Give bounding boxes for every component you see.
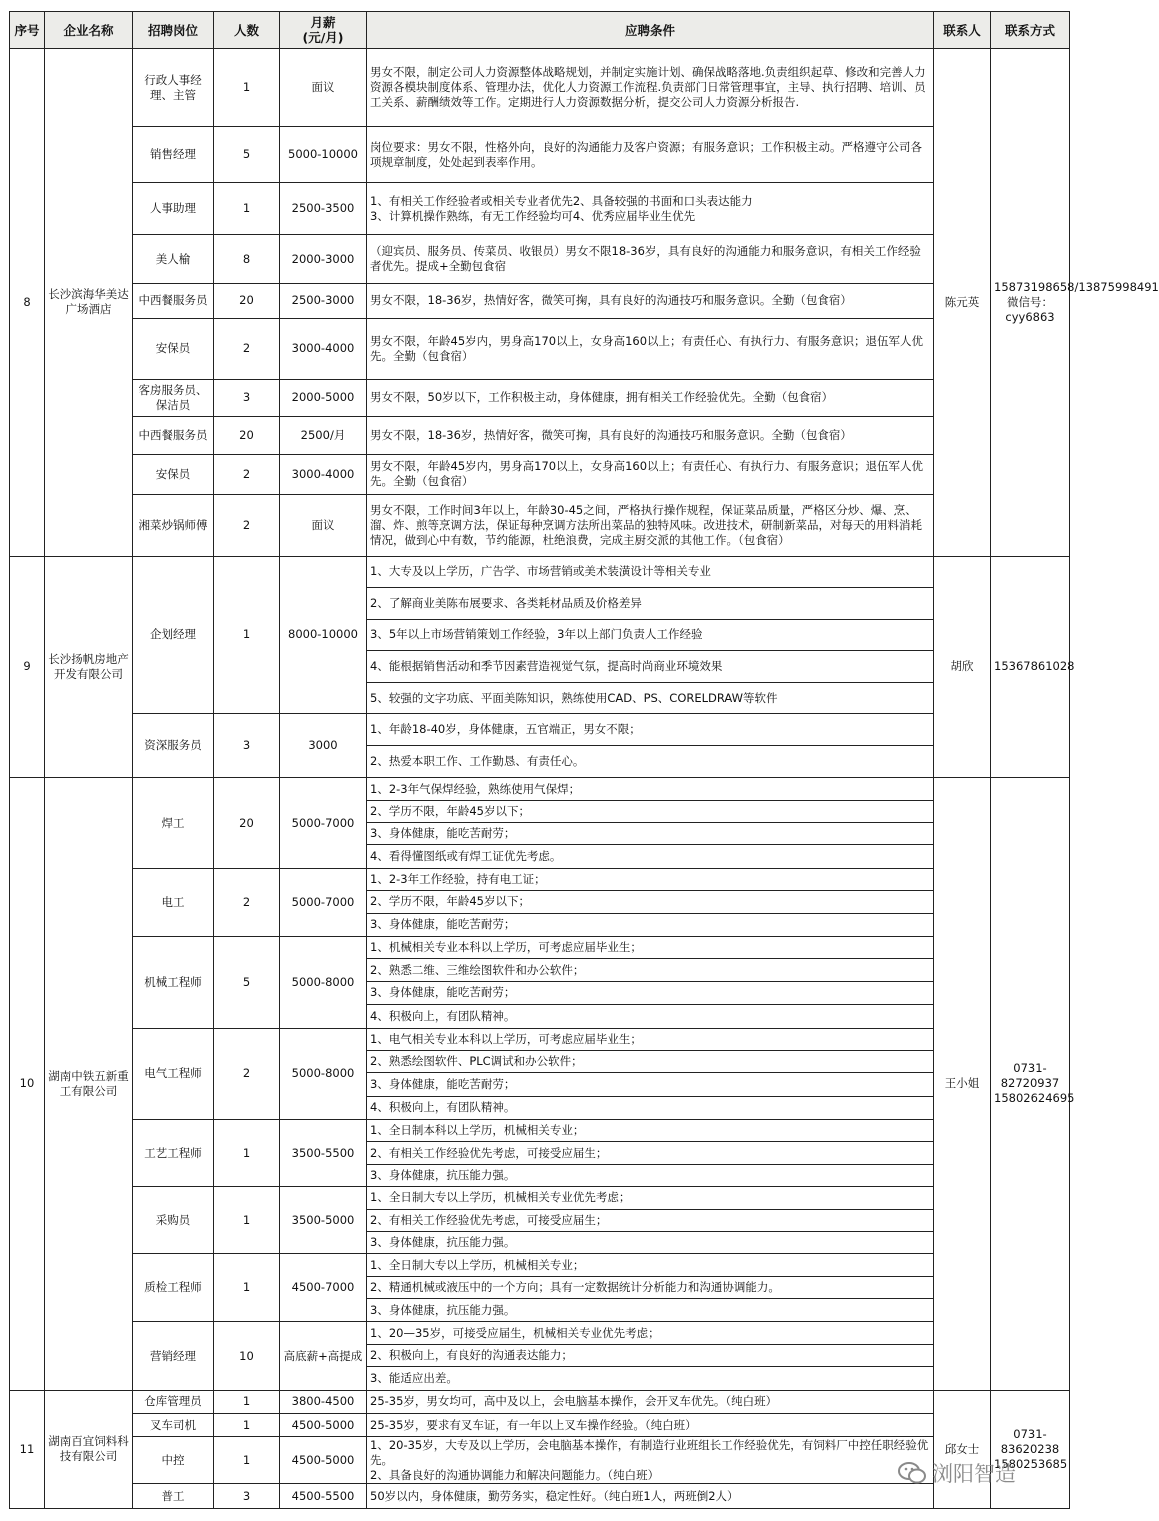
job-salary: 3800-4500 (280, 1390, 367, 1413)
job-requirement: 男女不限，年龄45岁内，男身高170以上，女身高160以上；有责任心、有执行力、有服务意识；退伍军人优先。全勤（包食宿） (367, 454, 934, 494)
job-requirement: 1、20-35岁，大专及以上学历，会电脑基本操作，有制造行业班组长工作经验优先，有饲料厂中控任职经验优先。 2、具备良好的沟通协调能力和解决问题能力。（纯白班） (367, 1437, 934, 1484)
job-position: 采购员 (133, 1187, 214, 1254)
header-position: 招聘岗位 (133, 12, 214, 49)
job-requirement: 男女不限，工作时间3年以上，年龄30-45之间，严格执行操作规程，保证菜品质量，严格区分炒、爆、烹、溜、炸、煎等烹调方法，保证每种烹调方法所出菜品的独特风味。改进技术，研制新菜品，对每天的用料消耗情况，做到心中有数，节约能源，杜绝浪费，完成主厨交派的其他工作。（包食宿） (367, 494, 934, 556)
contact-phone: 15367861028 (991, 556, 1070, 778)
job-requirement: 3、身体健康，能吃苦耐劳； (367, 1073, 934, 1096)
job-requirement: 1、全日制大专以上学历，机械相关专业； (367, 1254, 934, 1276)
job-requirement: 男女不限，年龄45岁内，男身高170以上，女身高160以上；有责任心、有执行力、有服务意识；退伍军人优先。全勤（包食宿） (367, 318, 934, 379)
company-name: 长沙扬帆房地产开发有限公司 (45, 556, 133, 778)
job-position: 人事助理 (133, 183, 214, 235)
table-row (10, 1484, 1070, 1509)
job-count: 1 (214, 1413, 280, 1436)
job-requirement: 1、全日制本科以上学历，机械相关专业； (367, 1120, 934, 1142)
job-count: 1 (214, 1254, 280, 1322)
table-row (10, 183, 1070, 235)
job-position: 安保员 (133, 454, 214, 494)
job-requirement: 2、学历不限，年龄45岁以下； (367, 800, 934, 822)
job-count: 10 (214, 1322, 280, 1390)
job-salary: 面议 (280, 494, 367, 556)
company-seq: 9 (10, 556, 45, 778)
header-count: 人数 (214, 12, 280, 49)
table-row (10, 49, 1070, 127)
job-requirement: 2、了解商业美陈布展要求、各类耗材品质及价格差异 (367, 588, 934, 620)
job-requirement: 男女不限，50岁以下，工作积极主动，身体健康，拥有相关工作经验优先。全勤（包食宿） (367, 379, 934, 417)
table-row (10, 1254, 1070, 1276)
table-row (10, 417, 1070, 455)
job-requirement: 4、能根据销售活动和季节因素营造视觉气氛，提高时尚商业环境效果 (367, 651, 934, 683)
job-requirement: 1、电气相关专业本科以上学历，可考虑应届毕业生； (367, 1028, 934, 1050)
job-count: 20 (214, 417, 280, 455)
job-position: 中西餐服务员 (133, 417, 214, 455)
job-salary: 高底薪+高提成 (280, 1322, 367, 1390)
job-count: 3 (214, 714, 280, 778)
job-requirement: 1、2-3年工作经验，持有电工证； (367, 868, 934, 890)
job-requirement: 3、身体健康，能吃苦耐劳； (367, 913, 934, 936)
job-requirement: 3、身体健康，抗压能力强。 (367, 1299, 934, 1322)
job-position: 工艺工程师 (133, 1120, 214, 1187)
job-requirement: （迎宾员、服务员、传菜员、收银员）男女不限18-36岁，具有良好的沟通能力和服务意识，有相关工作经验者优先。提成+全勤包食宿 (367, 235, 934, 284)
job-requirement: 3、5年以上市场营销策划工作经验，3年以上部门负责人工作经验 (367, 619, 934, 651)
job-requirement: 25-35岁，男女均可，高中及以上，会电脑基本操作，会开叉车优先。（纯白班） (367, 1390, 934, 1413)
table-row (10, 556, 1070, 588)
job-requirement: 3、身体健康，抗压能力强。 (367, 1164, 934, 1186)
job-salary: 2000-5000 (280, 379, 367, 417)
job-salary: 3500-5000 (280, 1187, 367, 1254)
job-requirement: 1、年龄18-40岁，身体健康，五官端正，男女不限； (367, 714, 934, 746)
table-row (10, 868, 1070, 890)
header-contact-person: 联系人 (934, 12, 991, 49)
job-count: 20 (214, 778, 280, 869)
job-requirement: 2、热爱本职工作、工作勤恳、有责任心。 (367, 745, 934, 778)
company-seq: 8 (10, 49, 45, 557)
job-salary: 2500-3500 (280, 183, 367, 235)
job-requirement: 男女不限，制定公司人力资源整体战略规划，并制定实施计划、确保战略落地.负责组织起草、修改和完善人力资源各模块制度体系、管理办法，优化人力资源工作流程.负责部门日常管理事宜，主导、执行招聘、培训、员工关系、薪酬绩效等工作。定期进行人力资源数据分析，提交公司人力资源分析报告. (367, 49, 934, 127)
job-salary: 5000-10000 (280, 127, 367, 183)
header-seq: 序号 (10, 12, 45, 49)
table-row (10, 1028, 1070, 1050)
job-count: 2 (214, 318, 280, 379)
job-count: 1 (214, 1187, 280, 1254)
table-row (10, 1437, 1070, 1484)
job-requirement: 1、机械相关专业本科以上学历，可考虑应届毕业生； (367, 937, 934, 959)
job-salary: 2000-3000 (280, 235, 367, 284)
job-position: 企划经理 (133, 556, 214, 714)
job-requirement: 4、积极向上，有团队精神。 (367, 1096, 934, 1119)
table-row (10, 1390, 1070, 1413)
job-count: 5 (214, 937, 280, 1029)
job-count: 2 (214, 494, 280, 556)
job-position: 机械工程师 (133, 937, 214, 1029)
table-row (10, 1120, 1070, 1142)
job-count: 3 (214, 379, 280, 417)
contact-person: 邱女士 (934, 1390, 991, 1508)
job-count: 1 (214, 1390, 280, 1413)
job-requirement: 2、积极向上，有良好的沟通表达能力； (367, 1344, 934, 1366)
job-count: 2 (214, 1028, 280, 1120)
job-position: 中西餐服务员 (133, 283, 214, 318)
company-name: 长沙滨海华美达广场酒店 (45, 49, 133, 557)
contact-person: 王小姐 (934, 778, 991, 1390)
job-position: 焊工 (133, 778, 214, 869)
job-count: 1 (214, 49, 280, 127)
table-row (10, 127, 1070, 183)
contact-person: 陈元英 (934, 49, 991, 557)
table-row (10, 494, 1070, 556)
job-requirement: 岗位要求：男女不限，性格外向，良好的沟通能力及客户资源；有服务意识；工作积极主动。严格遵守公司各项规章制度，处处起到表率作用。 (367, 127, 934, 183)
job-position: 中控 (133, 1437, 214, 1484)
job-requirement: 50岁以内，身体健康，勤劳务实，稳定性好。（纯白班1人，两班倒2人） (367, 1484, 934, 1509)
company-seq: 11 (10, 1390, 45, 1508)
job-requirement: 男女不限，18-36岁，热情好客，微笑可掬，具有良好的沟通技巧和服务意识。全勤（包食宿） (367, 283, 934, 318)
header-salary-line1: 月薪 (310, 15, 336, 30)
header-company: 企业名称 (45, 12, 133, 49)
table-row (10, 454, 1070, 494)
contact-phone: 0731-83620238 1580253685 (991, 1390, 1070, 1508)
header-salary-line2: (元/月) (302, 30, 344, 45)
job-requirement: 3、身体健康，能吃苦耐劳； (367, 981, 934, 1004)
job-position: 行政人事经理、主管 (133, 49, 214, 127)
job-salary: 8000-10000 (280, 556, 367, 714)
contact-phone: 15873198658/13875998491 微信号：cyy6863 (991, 49, 1070, 557)
job-requirement: 1、大专及以上学历，广告学、市场营销或美术装潢设计等相关专业 (367, 556, 934, 588)
table-row (10, 937, 1070, 959)
job-salary: 4500-5000 (280, 1437, 367, 1484)
job-requirement: 1、2-3年气保焊经验，熟练使用气保焊； (367, 778, 934, 800)
job-requirement: 1、有相关工作经验者或相关专业者优先2、具备较强的书面和口头表达能力 3、计算机操作熟练，有无工作经验均可4、优秀应届毕业生优先 (367, 183, 934, 235)
job-salary: 3500-5500 (280, 1120, 367, 1187)
job-position: 销售经理 (133, 127, 214, 183)
table-row (10, 1413, 1070, 1436)
table-row (10, 235, 1070, 284)
job-position: 营销经理 (133, 1322, 214, 1390)
job-count: 1 (214, 183, 280, 235)
table-row (10, 1322, 1070, 1344)
job-requirement: 3、能适应出差。 (367, 1367, 934, 1390)
table-row (10, 318, 1070, 379)
job-requirement: 3、身体健康，抗压能力强。 (367, 1231, 934, 1253)
job-salary: 2500-3000 (280, 283, 367, 318)
job-requirement: 25-35岁，要求有叉车证，有一年以上叉车操作经验。（纯白班） (367, 1413, 934, 1436)
table-row (10, 283, 1070, 318)
job-count: 20 (214, 283, 280, 318)
company-seq: 10 (10, 778, 45, 1390)
job-requirement: 3、身体健康，能吃苦耐劳； (367, 823, 934, 845)
table-row (10, 379, 1070, 417)
job-position: 普工 (133, 1484, 214, 1509)
job-position: 湘菜炒锅师傅 (133, 494, 214, 556)
job-position: 质检工程师 (133, 1254, 214, 1322)
job-position: 美人榆 (133, 235, 214, 284)
header-contact-info: 联系方式 (991, 12, 1070, 49)
watermark-text: 浏阳智造 (932, 1462, 1016, 1486)
job-position: 仓库管理员 (133, 1390, 214, 1413)
contact-phone: 0731-82720937 15802624695 (991, 778, 1070, 1390)
contact-person: 胡欣 (934, 556, 991, 778)
table-body (10, 49, 1159, 1509)
header-requirements: 应聘条件 (367, 12, 934, 49)
table-row (10, 1187, 1070, 1209)
job-position: 客房服务员、保洁员 (133, 379, 214, 417)
job-requirement: 2、熟悉绘图软件、PLC调试和办公软件； (367, 1050, 934, 1072)
job-count: 1 (214, 1437, 280, 1484)
job-count: 5 (214, 127, 280, 183)
job-count: 8 (214, 235, 280, 284)
job-salary: 4500-5500 (280, 1484, 367, 1509)
job-requirement: 2、有相关工作经验优先考虑，可接受应届生； (367, 1142, 934, 1164)
company-name: 湖南中铁五新重工有限公司 (45, 778, 133, 1390)
job-requirement: 1、20—35岁，可接受应届生，机械相关专业优先考虑； (367, 1322, 934, 1344)
job-count: 2 (214, 454, 280, 494)
job-salary: 3000-4000 (280, 454, 367, 494)
job-requirement: 男女不限，18-36岁，热情好客，微笑可掬，具有良好的沟通技巧和服务意识。全勤（包食宿） (367, 417, 934, 455)
job-position: 安保员 (133, 318, 214, 379)
job-requirement: 2、精通机械或液压中的一个方向；具有一定数据统计分析能力和沟通协调能力。 (367, 1276, 934, 1298)
job-salary: 5000-8000 (280, 937, 367, 1029)
job-requirement: 2、有相关工作经验优先考虑，可接受应届生； (367, 1209, 934, 1231)
job-requirement: 5、较强的文字功底、平面美陈知识，熟练使用CAD、PS、CORELDRAW等软件 (367, 682, 934, 714)
job-position: 资深服务员 (133, 714, 214, 778)
job-count: 1 (214, 1120, 280, 1187)
job-salary: 5000-7000 (280, 868, 367, 936)
job-requirement: 4、看得懂图纸或有焊工证优先考虑。 (367, 845, 934, 868)
header-row (10, 12, 1070, 49)
job-position: 电工 (133, 868, 214, 936)
job-requirement: 2、学历不限，年龄45岁以下； (367, 891, 934, 913)
job-salary: 2500/月 (280, 417, 367, 455)
job-count: 3 (214, 1484, 280, 1509)
job-position: 叉车司机 (133, 1413, 214, 1436)
job-requirement: 2、熟悉二维、三维绘图软件和办公软件； (367, 959, 934, 981)
job-salary: 4500-5000 (280, 1413, 367, 1436)
header-salary (280, 12, 367, 49)
job-requirement: 1、全日制大专以上学历，机械相关专业优先考虑； (367, 1187, 934, 1209)
recruitment-table (9, 11, 1159, 1509)
job-salary: 4500-7000 (280, 1254, 367, 1322)
job-salary: 3000 (280, 714, 367, 778)
job-count: 2 (214, 868, 280, 936)
job-count: 1 (214, 556, 280, 714)
table-row (10, 778, 1070, 800)
job-salary: 5000-7000 (280, 778, 367, 869)
company-name: 湖南百宜饲料科技有限公司 (45, 1390, 133, 1508)
table-row (10, 714, 1070, 746)
job-position: 电气工程师 (133, 1028, 214, 1120)
job-salary: 面议 (280, 49, 367, 127)
job-requirement: 4、积极向上，有团队精神。 (367, 1005, 934, 1028)
job-salary: 3000-4000 (280, 318, 367, 379)
job-salary: 5000-8000 (280, 1028, 367, 1120)
